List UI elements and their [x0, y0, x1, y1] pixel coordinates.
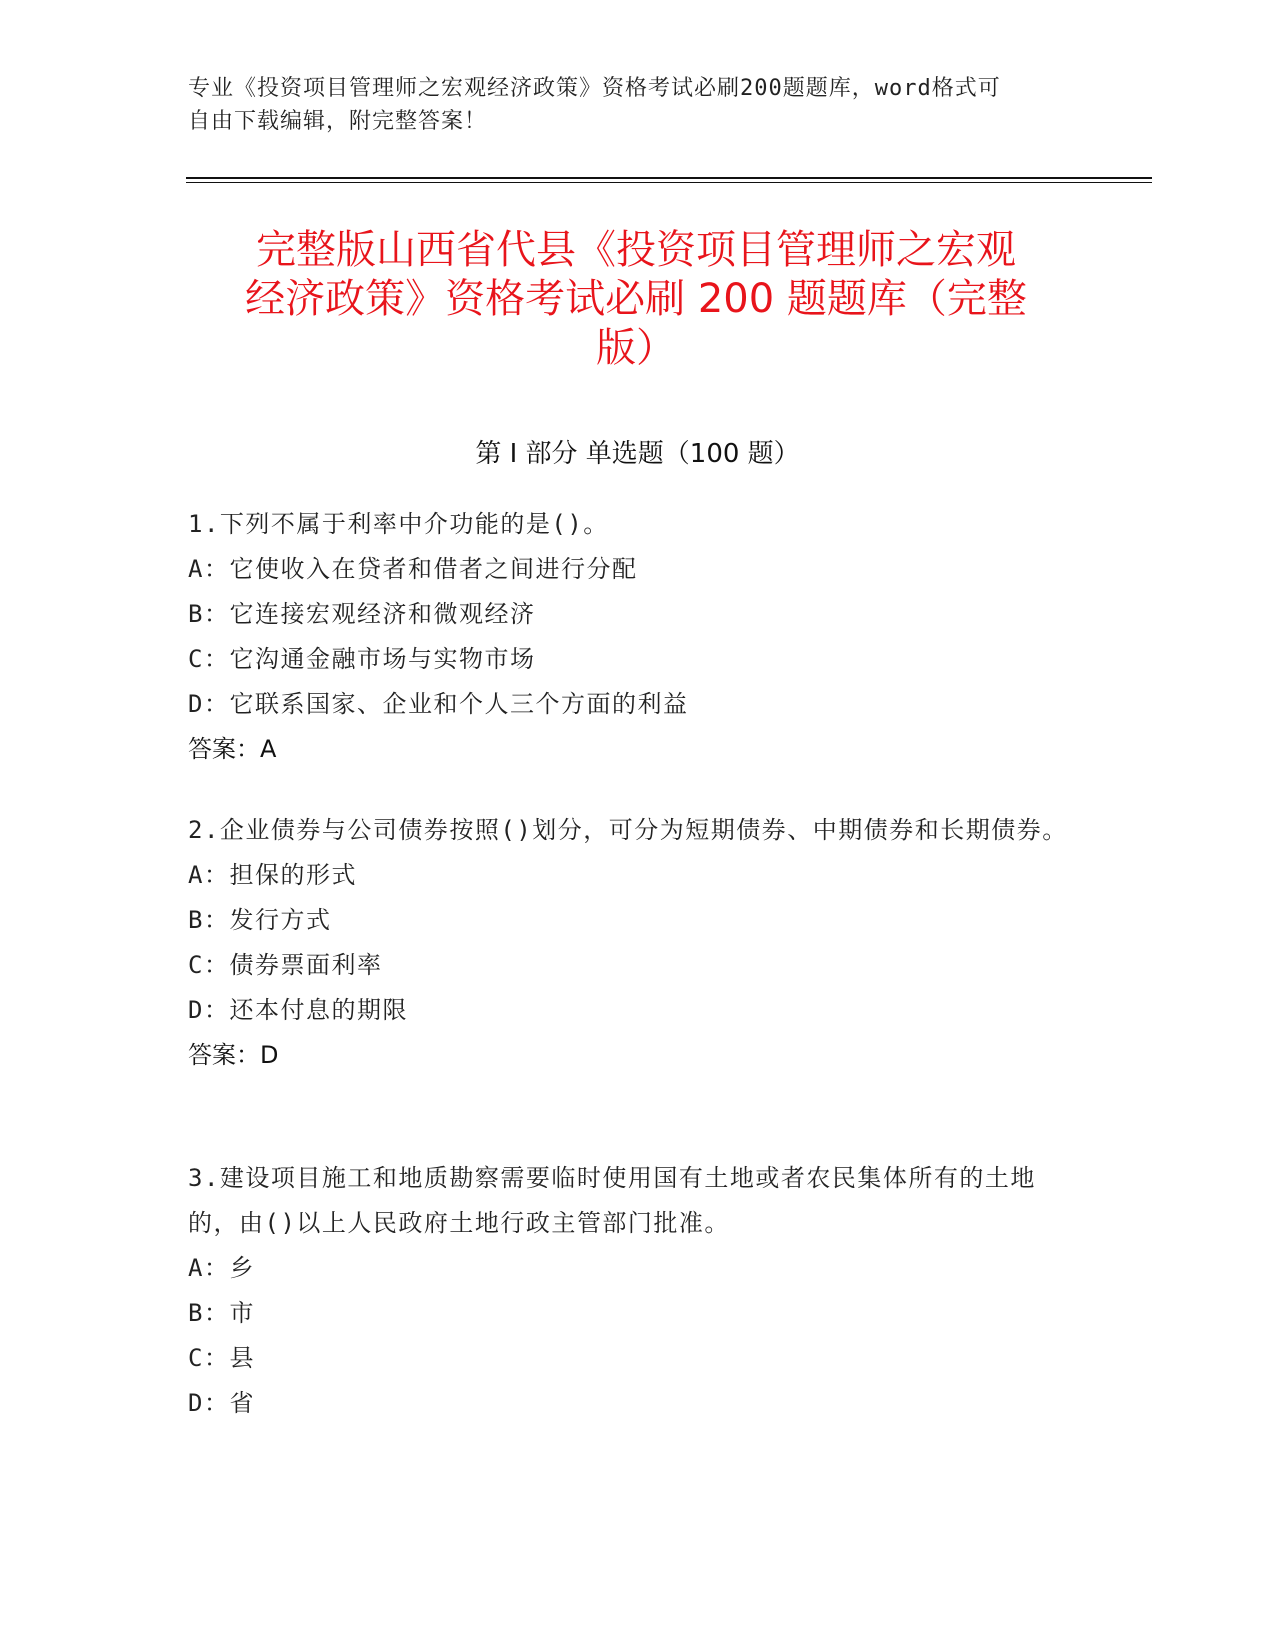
question-option: D：它联系国家、企业和个人三个方面的利益 — [188, 690, 689, 718]
question — [188, 502, 1068, 772]
header-note — [188, 72, 1068, 138]
question-option: B：市 — [188, 1299, 255, 1327]
question-option: A：它使收入在贷者和借者之间进行分配 — [188, 555, 638, 583]
question-stem: 3.建设项目施工和地质勘察需要临时使用国有土地或者农民集体所有的土地的，由()以上人民政府土地行政主管部门批准。 — [188, 1164, 1036, 1237]
header-divider — [186, 177, 1152, 179]
header-divider — [186, 182, 1152, 183]
question-option: C：它沟通金融市场与实物市场 — [188, 645, 536, 673]
section-title: 第 I 部分 单选题（100 题） — [475, 439, 800, 469]
question-option: A：担保的形式 — [188, 861, 357, 889]
question-stem: 2.企业债券与公司债券按照()划分，可分为短期债券、中期债券和长期债券。 — [188, 816, 1068, 844]
question-option: C：县 — [188, 1344, 255, 1372]
question — [188, 808, 1068, 1078]
question-answer: 答案：D — [188, 1041, 279, 1069]
question-option: B：发行方式 — [188, 906, 332, 934]
header-note-line: 自由下载编辑，附完整答案！ — [188, 109, 488, 134]
question-answer: 答案：A — [188, 735, 277, 763]
title-line: 完整版山西省代县《投资项目管理师之宏观 — [256, 227, 1016, 273]
question-stem: 1.下列不属于利率中介功能的是()。 — [188, 510, 609, 538]
question-option: C：债券票面利率 — [188, 951, 383, 979]
title-line: 经济政策》资格考试必刷 200 题题库（完整 — [245, 276, 1027, 322]
question-option: B：它连接宏观经济和微观经济 — [188, 600, 536, 628]
question — [188, 1156, 1068, 1426]
title-line: 版） — [596, 325, 676, 371]
question-option: A：乡 — [188, 1254, 255, 1282]
question-option: D：省 — [188, 1389, 255, 1417]
question-option: D：还本付息的期限 — [188, 996, 408, 1024]
document-title — [196, 226, 1076, 373]
header-note-line: 专业《投资项目管理师之宏观经济政策》资格考试必刷200题题库，word格式可 — [188, 76, 1001, 101]
